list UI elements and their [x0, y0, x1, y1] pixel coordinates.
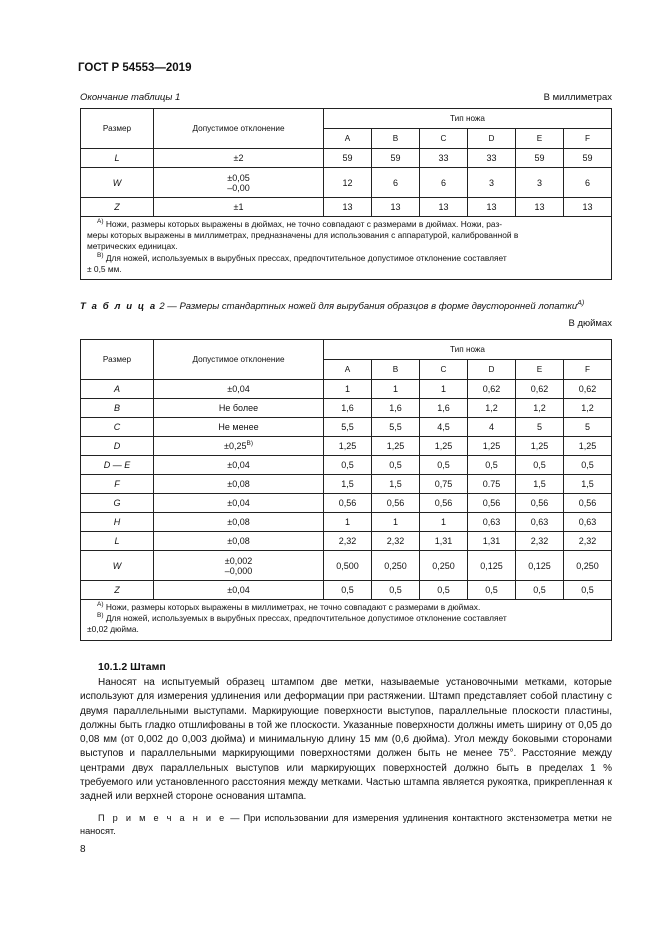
row-size-label: A — [81, 380, 154, 399]
knife-type-a: A — [324, 129, 372, 149]
row-size-label: D — E — [81, 456, 154, 475]
row-size-label: F — [81, 475, 154, 494]
cell-value: 1,5 — [564, 475, 612, 494]
cell-value: 13 — [420, 198, 468, 217]
cell-value: 0,5 — [468, 456, 516, 475]
cell-value: 0,125 — [468, 551, 516, 581]
page-number: 8 — [80, 844, 86, 855]
cell-value: 1,25 — [516, 437, 564, 456]
header-size: Размер — [81, 109, 154, 149]
cell-value: 1 — [372, 513, 420, 532]
cell-value: 1 — [324, 513, 372, 532]
tolerance-value: ±0,04 — [227, 460, 250, 470]
cell-value: 0,75 — [420, 475, 468, 494]
row-size-label: H — [81, 513, 154, 532]
footnote-text: Ножи, размеры которых выражены в миллиметрах, не точно совпадают с размерами в дюймах. — [105, 602, 481, 612]
row-size-label: D — [81, 437, 154, 456]
cell-value: 0,62 — [468, 380, 516, 399]
cell-value: 3 — [468, 168, 516, 198]
footnote-line — [87, 624, 605, 635]
cell-value: 0,56 — [420, 494, 468, 513]
cell-value: 1,31 — [420, 532, 468, 551]
table-row — [81, 399, 612, 418]
row-tolerance — [154, 456, 324, 475]
table2-title-footnote-mark: A) — [577, 300, 585, 307]
row-size-label: W — [81, 168, 154, 198]
cell-value: 5,5 — [372, 418, 420, 437]
table-row — [81, 380, 612, 399]
footnote-line — [87, 602, 605, 613]
footnote-text: Для ножей, используемых в вырубных прессах, предпочтительное допустимое отклонение составляет — [105, 613, 507, 624]
footnote-text: Для ножей, используемых в вырубных прессах, предпочтительное допустимое отклонение составляет — [105, 252, 507, 263]
cell-value: 1,5 — [324, 475, 372, 494]
tolerance-value: ±0,002 — [224, 555, 253, 566]
table-row — [81, 149, 612, 168]
cell-value: 1,6 — [372, 399, 420, 418]
table1-dimensions — [80, 108, 612, 280]
section-heading: 10.1.2 Штамп — [98, 661, 166, 673]
cell-value: 1,5 — [372, 475, 420, 494]
cell-value: 4,5 — [420, 418, 468, 437]
table-row — [81, 168, 612, 198]
row-size-label: L — [81, 532, 154, 551]
tolerance-value: Не более — [218, 403, 259, 413]
cell-value: 33 — [468, 149, 516, 168]
knife-type-f: F — [564, 360, 612, 380]
knife-type-a: A — [324, 360, 372, 380]
cell-value: 59 — [324, 149, 372, 168]
knife-type-e: E — [516, 129, 564, 149]
cell-value: 1,2 — [468, 399, 516, 418]
cell-value: 2,32 — [372, 532, 420, 551]
footnote-text: ± 0,5 мм. — [87, 263, 122, 274]
cell-value: 13 — [324, 198, 372, 217]
cell-value: 0,5 — [324, 456, 372, 475]
table-row — [81, 475, 612, 494]
row-tolerance — [154, 532, 324, 551]
section-paragraph: Наносят на испытуемый образец штампом две метки, называемые установочными метками, которые используют для измерения удлинения или деформации при растяжении. Штамп представляет собой пластину с двумя параллельными выступами. Маркирующие поверхности выступов, параллельные плоскости пластины, должны быть гладко отшлифованы в той же плоскости. Указанные поверхности должны иметь ширину от 0,05 до 0,08 мм (от 0,002 до 0,003 дюйма) и минимальную длину 15 мм (0,6 дюйма). Угол между боковыми сторонами выступов и параллельными маркирующими поверхностями должен быть не менее 75°. Расстояние между центрами двух параллельных выступов или маркирующих поверхностей должно быть в пределах 1 % требуемого или установленного расстояния между метками. Частью штампа является рукоятка, прикрепленная к задней или верхней стороне основания штампа. — [80, 677, 612, 803]
cell-value: 0,5 — [420, 456, 468, 475]
cell-value: 0,5 — [516, 456, 564, 475]
footnote-line — [87, 613, 605, 624]
row-tolerance — [154, 437, 324, 456]
row-size-label: B — [81, 399, 154, 418]
row-size-label: G — [81, 494, 154, 513]
table-row — [81, 418, 612, 437]
table2-title-text: 2 — Размеры стандартных ножей для вырубания образцов в форме двусторонней лопатки — [156, 301, 578, 313]
footnote-line — [87, 253, 605, 264]
header-knife-type: Тип ножа — [324, 109, 612, 129]
cell-value: 1,2 — [564, 399, 612, 418]
row-tolerance — [154, 551, 324, 581]
cell-value: 1,25 — [324, 437, 372, 456]
table-row — [81, 456, 612, 475]
footnote-text: меры которых выражены в миллиметрах, предназначены для использования с аппаратурой, калиброванной в — [87, 230, 519, 241]
table-row — [81, 551, 612, 581]
table-notes — [81, 600, 612, 641]
row-tolerance — [154, 168, 324, 198]
footnote-text: метрических единицах. — [87, 241, 178, 252]
knife-type-b: B — [372, 360, 420, 380]
cell-value: 2,32 — [324, 532, 372, 551]
tolerance-footnote-mark: B) — [246, 440, 253, 447]
table-row — [81, 437, 612, 456]
cell-value: 0,5 — [516, 581, 564, 600]
table-notes-row — [81, 217, 612, 280]
cell-value: 13 — [468, 198, 516, 217]
cell-value: 6 — [372, 168, 420, 198]
tolerance-lower-value: –0,00 — [227, 182, 250, 193]
table-row — [81, 494, 612, 513]
cell-value: 0,63 — [564, 513, 612, 532]
row-tolerance — [154, 581, 324, 600]
table2-units: В дюймах — [568, 318, 612, 329]
section-note — [80, 812, 612, 837]
tolerance-value: ±2 — [233, 153, 244, 163]
row-tolerance — [154, 418, 324, 437]
cell-value: 12 — [324, 168, 372, 198]
knife-type-d: D — [468, 360, 516, 380]
table2-dimensions — [80, 339, 612, 641]
cell-value: 0,56 — [516, 494, 564, 513]
footnote-mark-b: B) — [97, 612, 104, 620]
knife-type-b: B — [372, 129, 420, 149]
cell-value: 6 — [564, 168, 612, 198]
knife-type-c: C — [420, 360, 468, 380]
cell-value: 0,5 — [372, 456, 420, 475]
cell-value: 0,63 — [516, 513, 564, 532]
cell-value: 1,6 — [420, 399, 468, 418]
knife-type-e: E — [516, 360, 564, 380]
cell-value: 4 — [468, 418, 516, 437]
cell-value: 6 — [420, 168, 468, 198]
cell-value: 5,5 — [324, 418, 372, 437]
cell-value: 59 — [516, 149, 564, 168]
tolerance-value: Не менее — [218, 422, 259, 432]
document-standard-header: ГОСТ Р 54553—2019 — [78, 62, 192, 74]
tolerance-lower-value: –0,000 — [224, 565, 253, 576]
knife-type-c: C — [420, 129, 468, 149]
cell-value: 1 — [420, 380, 468, 399]
row-size-label: C — [81, 418, 154, 437]
row-tolerance — [154, 475, 324, 494]
cell-value: 1,6 — [324, 399, 372, 418]
table1-units: В миллиметрах — [543, 92, 612, 103]
tolerance-value: ±0,08 — [227, 536, 250, 546]
footnote-mark-a: A) — [97, 218, 104, 226]
cell-value: 0,62 — [516, 380, 564, 399]
header-tolerance: Допустимое отклонение — [154, 109, 324, 149]
footnote-line — [87, 241, 605, 252]
cell-value: 13 — [372, 198, 420, 217]
cell-value: 2,32 — [564, 532, 612, 551]
cell-value: 33 — [420, 149, 468, 168]
cell-value: 0,5 — [564, 581, 612, 600]
footnote-line — [87, 230, 605, 241]
cell-value: 0,5 — [468, 581, 516, 600]
tolerance-value: ±0,04 — [227, 498, 250, 508]
cell-value: 0,56 — [564, 494, 612, 513]
cell-value: 1,25 — [420, 437, 468, 456]
table2-title — [80, 300, 584, 312]
tolerance-value: ±0,04 — [227, 384, 250, 394]
row-size-label: L — [81, 149, 154, 168]
cell-value: 1,25 — [468, 437, 516, 456]
header-tolerance: Допустимое отклонение — [154, 340, 324, 380]
cell-value: 0,63 — [468, 513, 516, 532]
cell-value: 0,250 — [564, 551, 612, 581]
row-tolerance — [154, 149, 324, 168]
cell-value: 0,56 — [372, 494, 420, 513]
header-knife-type: Тип ножа — [324, 340, 612, 360]
row-tolerance — [154, 399, 324, 418]
knife-type-f: F — [564, 129, 612, 149]
note-text: — При использовании для измерения удлинения контактного экстензометра метки не наносят. — [80, 813, 612, 836]
footnote-text: ±0,02 дюйма. — [87, 624, 139, 635]
cell-value: 1 — [324, 380, 372, 399]
cell-value: 0,250 — [420, 551, 468, 581]
cell-value: 0,56 — [324, 494, 372, 513]
footnote-mark-b: B) — [97, 251, 104, 259]
section-body — [80, 676, 612, 805]
cell-value: 59 — [564, 149, 612, 168]
cell-value: 0,62 — [564, 380, 612, 399]
cell-value: 1,25 — [372, 437, 420, 456]
table-row — [81, 198, 612, 217]
cell-value: 1,2 — [516, 399, 564, 418]
cell-value: 0,250 — [372, 551, 420, 581]
cell-value: 1 — [420, 513, 468, 532]
footnote-line — [87, 264, 605, 275]
cell-value: 0,125 — [516, 551, 564, 581]
cell-value: 5 — [516, 418, 564, 437]
footnote-line — [87, 219, 605, 230]
note-label: П р и м е ч а н и е — [98, 813, 227, 823]
tolerance-value: ±0,25 — [224, 441, 247, 451]
header-size: Размер — [81, 340, 154, 380]
footnote-mark-a: A) — [97, 601, 104, 609]
row-tolerance — [154, 198, 324, 217]
row-size-label: W — [81, 551, 154, 581]
cell-value: 1,5 — [516, 475, 564, 494]
table-row — [81, 532, 612, 551]
tolerance-value: ±0,05 — [227, 172, 250, 183]
table-row — [81, 581, 612, 600]
tolerance-value: ±0,08 — [227, 479, 250, 489]
cell-value: 0,56 — [468, 494, 516, 513]
cell-value: 2,32 — [516, 532, 564, 551]
cell-value: 1,25 — [564, 437, 612, 456]
table1-caption: Окончание таблицы 1 — [80, 92, 181, 103]
cell-value: 0,5 — [420, 581, 468, 600]
cell-value: 1,31 — [468, 532, 516, 551]
cell-value: 3 — [516, 168, 564, 198]
row-tolerance — [154, 380, 324, 399]
footnote-text: Ножи, размеры которых выражены в дюймах, не точно совпадают с размерами в дюймах. Ножи, раз- — [105, 219, 503, 229]
table-notes — [81, 217, 612, 280]
row-tolerance — [154, 513, 324, 532]
table-notes-row — [81, 600, 612, 641]
cell-value: 0,5 — [372, 581, 420, 600]
cell-value: 0,5 — [324, 581, 372, 600]
tolerance-value: ±0,04 — [227, 585, 250, 595]
cell-value: 0.75 — [468, 475, 516, 494]
knife-type-d: D — [468, 129, 516, 149]
row-size-label: Z — [81, 581, 154, 600]
table2-title-label: Т а б л и ц а — [80, 301, 157, 313]
cell-value: 5 — [564, 418, 612, 437]
row-size-label: Z — [81, 198, 154, 217]
cell-value: 0,5 — [564, 456, 612, 475]
table-row — [81, 513, 612, 532]
cell-value: 13 — [564, 198, 612, 217]
cell-value: 13 — [516, 198, 564, 217]
cell-value: 59 — [372, 149, 420, 168]
tolerance-value: ±1 — [233, 202, 244, 212]
row-tolerance — [154, 494, 324, 513]
tolerance-value: ±0,08 — [227, 517, 250, 527]
cell-value: 0,500 — [324, 551, 372, 581]
cell-value: 1 — [372, 380, 420, 399]
